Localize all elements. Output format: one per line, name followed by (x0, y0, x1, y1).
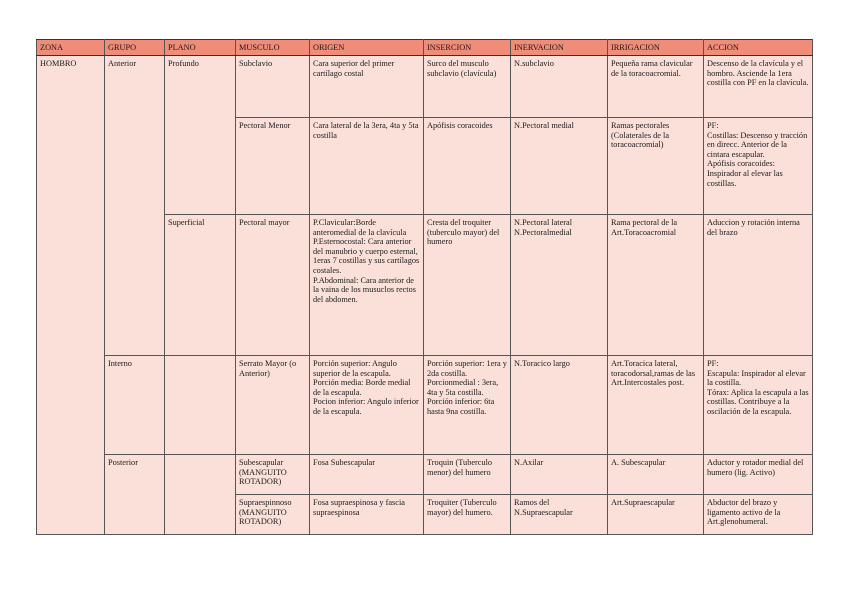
musculo-cell: Pectoral mayor (236, 215, 310, 356)
header-origen: ORIGEN (310, 40, 424, 56)
origen-cell: Cara lateral de la 3era, 4ta y 5ta costilla (310, 118, 424, 215)
musculo-cell: Serrato Mayor (o Anterior) (236, 356, 310, 455)
origen-cell: Fosa Subescapular (310, 455, 424, 495)
plano-superficial: Superficial (165, 215, 236, 356)
header-row (37, 40, 813, 56)
insercion-cell: Surco del musculo subclavio (clavícula) (424, 56, 511, 118)
header-musculo: MUSCULO (236, 40, 310, 56)
origen-cell: Porción superior: Angulo superior de la escapula. Porción media: Borde medial de la escapula. Pocion inferior: Angulo inferior de la escapula. (310, 356, 424, 455)
musculo-cell: Subescapular (MANGUITO ROTADOR) (236, 455, 310, 495)
irrigacion-cell: Ramas pectorales (Colaterales de la toracoacromial) (608, 118, 704, 215)
accion-cell: Aduccion y rotación interna del brazo (704, 215, 813, 356)
plano-profundo: Profundo (165, 56, 236, 215)
grupo-interno: Interno (105, 356, 165, 455)
header-inervacion: INERVACION (511, 40, 608, 56)
table-row (37, 455, 813, 495)
plano-empty (165, 455, 236, 535)
inervacion-cell: N.subclavio (511, 56, 608, 118)
accion-cell: PF: Escapula: Inspirador al elevar la costilla. Tórax: Aplica la escapula a las costillas. Contribuye a la oscilación de la escapula. (704, 356, 813, 455)
insercion-cell: Troquin (Tuberculo menor) del humero (424, 455, 511, 495)
header-accion: ACCION (704, 40, 813, 56)
accion-cell: Abductor del brazo y ligamento activo de la Art.glenohumeral. (704, 495, 813, 535)
plano-empty (165, 356, 236, 455)
origen-cell: Cara superior del primer cartílago costal (310, 56, 424, 118)
accion-cell: Descenso de la clavícula y el hombro. Asciende la 1era costilla con PF en la clavícula. (704, 56, 813, 118)
origen-cell: Fosa supraespinosa y fascia supraespinosa (310, 495, 424, 535)
insercion-cell: Troquiter (Tuberculo mayor) del humero. (424, 495, 511, 535)
grupo-anterior: Anterior (105, 56, 165, 356)
musculo-cell: Supraespinnoso (MANGUITO ROTADOR) (236, 495, 310, 535)
inervacion-cell: Ramos del N.Supraescapular (511, 495, 608, 535)
origen-cell: P.Clavicular:Borde anteromedial de la clavícula P.Esternocostal: Cara anterior del manubrio y cuerpo esternal, 1eras 7 costillas y sus cartílagos costales. P.Abdominal: Cara anterior de la vaina de los musuclos rectos del abdomen. (310, 215, 424, 356)
muscle-table (36, 39, 813, 535)
inervacion-cell: N.Axilar (511, 455, 608, 495)
inervacion-cell: N.Pectoral medial (511, 118, 608, 215)
irrigacion-cell: Rama pectoral de la Art.Toracoacromial (608, 215, 704, 356)
insercion-cell: Apófisis coracoides (424, 118, 511, 215)
irrigacion-cell: A. Subescapular (608, 455, 704, 495)
insercion-cell: Porción superior: 1era y 2da costilla. Porcionmedial : 3era, 4ta y 5ta costilla. Porción inferior: 6ta hasta 9na costilla. (424, 356, 511, 455)
accion-cell: Aductor y rotador medial del humero (lig. Activo) (704, 455, 813, 495)
header-plano: PLANO (165, 40, 236, 56)
header-insercion: INSERCION (424, 40, 511, 56)
irrigacion-cell: Art.Toracica lateral, toracodorsal,ramas de las Art.Intercostales post. (608, 356, 704, 455)
inervacion-cell: N.Pectoral lateral N.Pectoralmedial (511, 215, 608, 356)
table-row (37, 356, 813, 455)
irrigacion-cell: Art.Supraescapular (608, 495, 704, 535)
accion-cell: PF: Costillas: Descenso y tracción en direcc. Anterior de la cintara escapular. Apófisis coracoides: Inspirador al elevar las costillas. (704, 118, 813, 215)
grupo-posterior: Posterior (105, 455, 165, 535)
irrigacion-cell: Pequeña rama clavicular de la toracoacromial. (608, 56, 704, 118)
table-row (37, 56, 813, 118)
header-grupo: GRUPO (105, 40, 165, 56)
musculo-cell: Subclavio (236, 56, 310, 118)
insercion-cell: Cresta del troquiter (tuberculo mayor) del humero (424, 215, 511, 356)
header-zona: ZONA (37, 40, 105, 56)
header-irrigacion: IRRIGACION (608, 40, 704, 56)
inervacion-cell: N.Toracico largo (511, 356, 608, 455)
musculo-cell: Pectoral Menor (236, 118, 310, 215)
zona-cell: HOMBRO (37, 56, 105, 535)
